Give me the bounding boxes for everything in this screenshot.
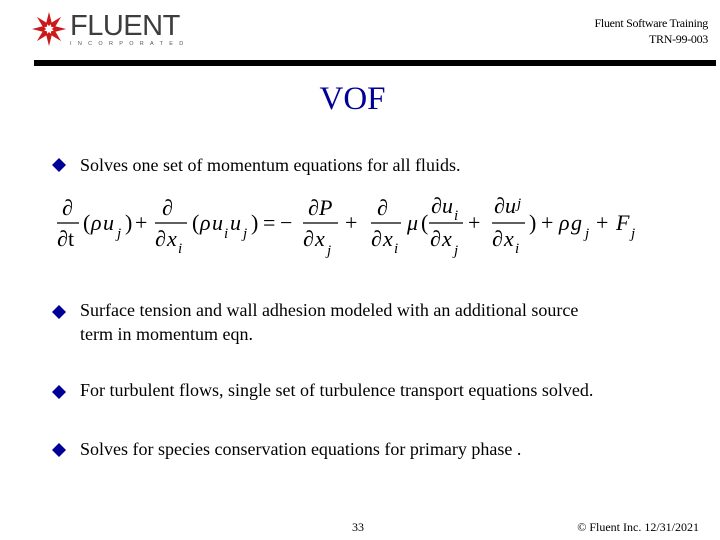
eq-equals: = xyxy=(263,210,276,235)
eq-u: u xyxy=(212,210,223,235)
diamond-bullet-icon xyxy=(52,443,66,457)
eq-partial: ∂ xyxy=(162,195,173,220)
eq-sub-j: j xyxy=(243,226,248,242)
bullet-text-1: Solves one set of momentum equations for all fluids. xyxy=(80,155,461,175)
eq-sub-j: j xyxy=(585,226,590,242)
eq-partial: ∂ xyxy=(494,193,505,218)
eq-sub-j: j xyxy=(517,196,522,212)
eq-rho: ρ xyxy=(559,210,570,235)
diamond-bullet-icon xyxy=(52,385,66,399)
eq-sub-i: i xyxy=(515,241,520,257)
page-number: 33 xyxy=(352,520,364,534)
eq-x: x xyxy=(383,226,393,251)
copyright-notice: © Fluent Inc. 12/31/2021 xyxy=(577,520,699,534)
eq-partial: ∂ xyxy=(303,226,314,251)
eq-partial: ∂ xyxy=(377,195,388,220)
eq-u: u xyxy=(103,210,114,235)
momentum-equation xyxy=(55,190,655,265)
eq-sub-i: i xyxy=(394,241,399,257)
eq-sub-i: i xyxy=(454,208,459,224)
eq-sub-j: j xyxy=(631,226,636,242)
eq-partial: ∂ xyxy=(62,195,73,220)
fluent-logo-icon xyxy=(30,10,68,48)
eq-mu: μ xyxy=(407,210,419,235)
eq-partial: ∂ xyxy=(308,195,319,220)
eq-rparen: ) xyxy=(251,210,259,235)
diamond-bullet-icon xyxy=(52,158,66,172)
eq-u: u xyxy=(230,210,241,235)
eq-minus: − xyxy=(280,210,293,235)
bullet-text-2-line-2: term in momentum eqn. xyxy=(80,324,253,344)
eq-partial: ∂ xyxy=(430,226,441,251)
eq-P: P xyxy=(319,195,333,220)
bullet-text-3: For turbulent flows, single set of turbulence transport equations solved. xyxy=(80,380,594,400)
eq-rho: ρ xyxy=(200,210,211,235)
eq-plus: + xyxy=(345,210,358,235)
eq-sub-i: i xyxy=(178,241,183,257)
logo-wordmark: FLUENT xyxy=(70,10,180,42)
bullet-text-4: Solves for species conservation equations for primary phase . xyxy=(80,439,522,459)
eq-plus: + xyxy=(135,210,148,235)
bullet-text-2 xyxy=(80,298,578,346)
eq-partial: ∂ xyxy=(492,226,503,251)
eq-plus: + xyxy=(468,210,481,235)
eq-x: x xyxy=(442,226,452,251)
eq-partial: ∂ xyxy=(431,193,442,218)
eq-partial: ∂ xyxy=(57,226,68,251)
fluent-logo xyxy=(30,10,190,50)
eq-sub-j: j xyxy=(117,226,122,242)
eq-rparen: ) xyxy=(125,210,133,235)
eq-rparen: ) xyxy=(529,210,537,235)
eq-partial: ∂ xyxy=(155,226,166,251)
eq-g: g xyxy=(571,210,582,235)
eq-u: u xyxy=(442,193,453,218)
eq-rho: ρ xyxy=(91,210,102,235)
eq-lparen: ( xyxy=(192,210,200,235)
logo-subtext: INCORPORATED xyxy=(70,41,190,47)
eq-sub-i: i xyxy=(224,226,229,242)
eq-plus: + xyxy=(596,210,609,235)
eq-x: x xyxy=(315,226,325,251)
diamond-bullet-icon xyxy=(52,305,66,319)
eq-sub-j: j xyxy=(327,243,332,259)
eq-lparen: ( xyxy=(421,210,429,235)
bullet-text-2-line-1: Surface tension and wall adhesion modeled with an additional source xyxy=(80,300,579,320)
eq-plus: + xyxy=(541,210,554,235)
eq-lparen: ( xyxy=(83,210,91,235)
training-code: TRN-99-003 xyxy=(649,32,708,46)
eq-u: u xyxy=(505,193,516,218)
eq-x: x xyxy=(504,226,514,251)
training-header xyxy=(595,15,708,47)
eq-sub-j: j xyxy=(454,243,459,259)
training-title: Fluent Software Training xyxy=(594,16,708,30)
header-rule xyxy=(34,60,716,66)
eq-partial: ∂ xyxy=(371,226,382,251)
eq-t: t xyxy=(68,226,75,251)
eq-F: F xyxy=(616,210,630,235)
eq-x: x xyxy=(167,226,177,251)
slide-title: VOF xyxy=(319,81,386,117)
